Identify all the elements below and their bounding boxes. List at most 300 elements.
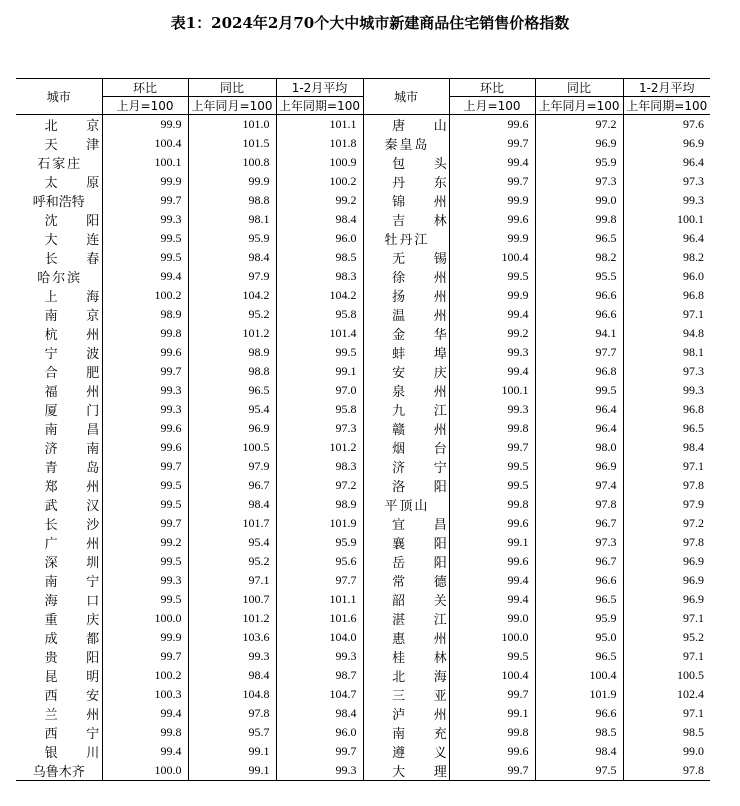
mom-value-right: 100.4 [449, 666, 535, 685]
mom-value-left: 99.3 [102, 210, 188, 229]
mom-base-header-left: 上月=100 [102, 97, 188, 115]
city-name-right: 徐州 [363, 267, 449, 286]
city-column-header-left: 城市 [16, 79, 102, 115]
yoy-value-left: 97.9 [188, 267, 276, 286]
mom-value-right: 99.8 [449, 419, 535, 438]
yoy-value-left: 95.4 [188, 400, 276, 419]
city-name-right: 济宁 [363, 457, 449, 476]
avg-value-right: 97.1 [623, 457, 710, 476]
yoy-value-right: 94.1 [535, 324, 623, 343]
yoy-value-left: 95.7 [188, 723, 276, 742]
avg-value-right: 97.8 [623, 761, 710, 781]
table-row [16, 305, 710, 324]
mom-value-left: 99.4 [102, 704, 188, 723]
yoy-value-left: 98.8 [188, 362, 276, 381]
yoy-base-header-left: 上年同月=100 [188, 97, 276, 115]
city-name-right: 平顶山 [363, 495, 449, 514]
yoy-value-right: 96.7 [535, 552, 623, 571]
mom-value-left: 99.9 [102, 172, 188, 191]
city-name-right: 九江 [363, 400, 449, 419]
yoy-value-left: 101.5 [188, 134, 276, 153]
yoy-group-header-right: 同比 [535, 79, 623, 97]
mom-value-left: 99.5 [102, 552, 188, 571]
mom-value-left: 99.7 [102, 647, 188, 666]
city-name-left: 重庆 [44, 613, 128, 628]
mom-value-left: 98.9 [102, 305, 188, 324]
city-name-right: 金华 [363, 324, 449, 343]
yoy-value-right: 96.7 [535, 514, 623, 533]
avg-value-left: 98.4 [276, 210, 363, 229]
yoy-value-right: 95.0 [535, 628, 623, 647]
mom-value-left: 99.3 [102, 571, 188, 590]
avg-value-right: 97.1 [623, 704, 710, 723]
yoy-value-left: 101.2 [188, 324, 276, 343]
city-name-left: 福州 [44, 385, 128, 400]
yoy-value-right: 95.5 [535, 267, 623, 286]
table-row [16, 400, 710, 419]
mom-value-left: 99.5 [102, 229, 188, 248]
city-name-left: 哈尔滨 [37, 271, 83, 286]
mom-value-right: 99.9 [449, 191, 535, 210]
mom-value-right: 99.4 [449, 571, 535, 590]
mom-value-left: 99.7 [102, 191, 188, 210]
yoy-value-left: 101.7 [188, 514, 276, 533]
avg-value-right: 96.4 [623, 229, 710, 248]
mom-value-right: 99.6 [449, 210, 535, 229]
mom-value-right: 99.1 [449, 704, 535, 723]
mom-value-right: 100.1 [449, 381, 535, 400]
avg-value-left: 101.4 [276, 324, 363, 343]
table-row [16, 172, 710, 191]
city-column-header-right: 城市 [363, 79, 449, 115]
city-name-right: 遵义 [363, 742, 449, 761]
mom-value-right: 99.5 [449, 476, 535, 495]
city-name-right: 大理 [363, 761, 449, 781]
mom-value-left: 100.0 [102, 761, 188, 781]
avg-value-left: 99.7 [276, 742, 363, 761]
avg-value-right: 96.4 [623, 153, 710, 172]
yoy-value-left: 98.4 [188, 495, 276, 514]
table-row [16, 590, 710, 609]
yoy-value-right: 99.0 [535, 191, 623, 210]
yoy-value-right: 97.2 [535, 115, 623, 135]
yoy-value-left: 104.8 [188, 685, 276, 704]
table-row [16, 286, 710, 305]
table-row [16, 609, 710, 628]
yoy-value-right: 97.3 [535, 533, 623, 552]
table-row [16, 324, 710, 343]
yoy-value-left: 99.9 [188, 172, 276, 191]
table-row [16, 514, 710, 533]
avg-value-right: 95.2 [623, 628, 710, 647]
yoy-value-right: 99.5 [535, 381, 623, 400]
avg-value-left: 99.1 [276, 362, 363, 381]
mom-value-right: 99.8 [449, 723, 535, 742]
city-name-left: 南宁 [44, 575, 128, 590]
avg-value-left: 96.0 [276, 723, 363, 742]
city-name-left: 海口 [44, 594, 128, 609]
avg-value-left: 101.2 [276, 438, 363, 457]
yoy-value-right: 96.6 [535, 305, 623, 324]
mom-value-right: 99.6 [449, 742, 535, 761]
mom-value-right: 99.7 [449, 134, 535, 153]
avg-value-right: 96.5 [623, 419, 710, 438]
city-name-right: 牡丹江 [363, 229, 449, 248]
city-name-right: 烟台 [363, 438, 449, 457]
yoy-value-left: 97.1 [188, 571, 276, 590]
city-name-right: 无锡 [363, 248, 449, 267]
city-name-right: 泸州 [363, 704, 449, 723]
avg-value-right: 98.2 [623, 248, 710, 267]
city-name-left: 长沙 [44, 518, 128, 533]
yoy-value-right: 98.5 [535, 723, 623, 742]
avg-value-right: 96.8 [623, 400, 710, 419]
mom-value-right: 99.5 [449, 267, 535, 286]
mom-value-right: 99.6 [449, 115, 535, 135]
table-row [16, 666, 710, 685]
yoy-value-right: 96.6 [535, 704, 623, 723]
yoy-value-left: 97.8 [188, 704, 276, 723]
table-title: 表1：2024年2月70个大中城市新建商品住宅销售价格指数 [170, 14, 570, 32]
avg-base-header-left: 上年同期=100 [276, 97, 363, 115]
mom-value-left: 99.7 [102, 362, 188, 381]
table-row [16, 267, 710, 286]
yoy-value-left: 101.0 [188, 115, 276, 135]
mom-value-left: 99.3 [102, 400, 188, 419]
yoy-value-left: 98.8 [188, 191, 276, 210]
table-body [16, 115, 710, 781]
yoy-value-left: 97.9 [188, 457, 276, 476]
city-name-left: 大连 [44, 233, 128, 248]
city-name-right: 洛阳 [363, 476, 449, 495]
mom-value-left: 99.2 [102, 533, 188, 552]
avg-value-left: 95.8 [276, 400, 363, 419]
city-name-left: 合肥 [44, 366, 128, 381]
mom-value-left: 100.4 [102, 134, 188, 153]
table-row [16, 552, 710, 571]
city-name-left: 厦门 [44, 404, 128, 419]
mom-value-left: 99.4 [102, 742, 188, 761]
city-name-left: 兰州 [44, 708, 128, 723]
mom-value-left: 100.1 [102, 153, 188, 172]
table-row [16, 153, 710, 172]
mom-value-right: 99.8 [449, 495, 535, 514]
yoy-value-right: 96.5 [535, 229, 623, 248]
table-row [16, 704, 710, 723]
table-row [16, 210, 710, 229]
city-name-left: 上海 [44, 290, 128, 305]
city-name-left: 广州 [44, 537, 128, 552]
city-name-left: 南昌 [44, 423, 128, 438]
table-row [16, 115, 710, 135]
avg-value-left: 97.7 [276, 571, 363, 590]
yoy-value-right: 96.8 [535, 362, 623, 381]
mom-value-right: 99.1 [449, 533, 535, 552]
table-row [16, 438, 710, 457]
mom-value-left: 100.3 [102, 685, 188, 704]
avg-value-right: 96.9 [623, 590, 710, 609]
avg-value-left: 100.9 [276, 153, 363, 172]
avg-value-right: 98.1 [623, 343, 710, 362]
avg-value-right: 98.4 [623, 438, 710, 457]
avg-value-left: 98.7 [276, 666, 363, 685]
table-row [16, 248, 710, 267]
yoy-value-right: 95.9 [535, 153, 623, 172]
city-name-left: 天津 [44, 138, 128, 153]
mom-value-left: 100.2 [102, 286, 188, 305]
city-name-right: 泉州 [363, 381, 449, 400]
mom-value-left: 99.9 [102, 628, 188, 647]
yoy-value-right: 98.4 [535, 742, 623, 761]
city-name-left: 昆明 [44, 670, 128, 685]
yoy-value-left: 99.3 [188, 647, 276, 666]
avg-value-left: 98.4 [276, 704, 363, 723]
city-name-right: 三亚 [363, 685, 449, 704]
mom-value-right: 99.3 [449, 400, 535, 419]
yoy-value-left: 101.2 [188, 609, 276, 628]
city-name-right: 温州 [363, 305, 449, 324]
avg-value-left: 100.2 [276, 172, 363, 191]
avg-value-left: 101.9 [276, 514, 363, 533]
avg-value-left: 95.8 [276, 305, 363, 324]
mom-value-right: 99.6 [449, 514, 535, 533]
city-name-left: 石家庄 [37, 157, 83, 172]
avg-value-left: 99.3 [276, 647, 363, 666]
mom-value-left: 100.0 [102, 609, 188, 628]
mom-value-left: 99.9 [102, 115, 188, 135]
city-name-right: 襄阳 [363, 533, 449, 552]
avg-value-right: 96.0 [623, 267, 710, 286]
mom-value-right: 99.2 [449, 324, 535, 343]
city-name-right: 常德 [363, 571, 449, 590]
yoy-value-left: 95.4 [188, 533, 276, 552]
city-name-right: 湛江 [363, 609, 449, 628]
table-row [16, 647, 710, 666]
yoy-value-left: 98.1 [188, 210, 276, 229]
yoy-value-left: 96.9 [188, 419, 276, 438]
table-row [16, 628, 710, 647]
mom-value-right: 99.9 [449, 286, 535, 305]
avg-value-right: 97.3 [623, 362, 710, 381]
city-name-left: 贵阳 [44, 651, 128, 666]
avg-value-left: 104.2 [276, 286, 363, 305]
mom-value-left: 99.6 [102, 419, 188, 438]
mom-value-right: 99.5 [449, 647, 535, 666]
city-name-right: 包头 [363, 153, 449, 172]
yoy-value-right: 95.9 [535, 609, 623, 628]
mom-value-left: 99.6 [102, 438, 188, 457]
mom-value-right: 99.5 [449, 457, 535, 476]
avg-value-right: 96.9 [623, 552, 710, 571]
avg-value-left: 95.9 [276, 533, 363, 552]
city-name-right: 秦皇岛 [363, 134, 449, 153]
avg-value-right: 99.0 [623, 742, 710, 761]
yoy-value-right: 96.4 [535, 400, 623, 419]
mom-value-right: 99.7 [449, 438, 535, 457]
city-name-left: 西安 [44, 689, 128, 704]
city-name-right: 蚌埠 [363, 343, 449, 362]
avg-value-left: 104.0 [276, 628, 363, 647]
city-name-right: 南充 [363, 723, 449, 742]
mom-value-left: 100.2 [102, 666, 188, 685]
city-name-right: 锦州 [363, 191, 449, 210]
mom-value-left: 99.5 [102, 495, 188, 514]
yoy-value-right: 99.8 [535, 210, 623, 229]
mom-group-header-right: 环比 [449, 79, 535, 97]
yoy-value-left: 104.2 [188, 286, 276, 305]
yoy-value-right: 96.5 [535, 590, 623, 609]
avg-base-header-right: 上年同期=100 [623, 97, 710, 115]
yoy-value-left: 98.4 [188, 666, 276, 685]
avg-value-right: 97.8 [623, 476, 710, 495]
table-row [16, 533, 710, 552]
yoy-value-right: 96.6 [535, 571, 623, 590]
yoy-value-right: 96.6 [535, 286, 623, 305]
table-row [16, 761, 710, 781]
city-name-left: 呼和浩特 [32, 195, 85, 210]
table-row [16, 495, 710, 514]
mom-value-right: 99.7 [449, 685, 535, 704]
avg-value-left: 97.0 [276, 381, 363, 400]
table-row [16, 685, 710, 704]
city-name-left: 长春 [44, 252, 128, 267]
yoy-value-left: 100.7 [188, 590, 276, 609]
table-row [16, 134, 710, 153]
yoy-value-left: 95.2 [188, 552, 276, 571]
avg-value-right: 94.8 [623, 324, 710, 343]
mom-group-header-left: 环比 [102, 79, 188, 97]
avg-value-right: 96.9 [623, 134, 710, 153]
avg-value-right: 96.9 [623, 571, 710, 590]
mom-value-left: 99.3 [102, 381, 188, 400]
city-name-left: 乌鲁木齐 [16, 761, 102, 781]
yoy-value-left: 96.5 [188, 381, 276, 400]
city-name-left: 深圳 [44, 556, 128, 571]
mom-base-header-right: 上月=100 [449, 97, 535, 115]
mom-value-right: 99.9 [449, 229, 535, 248]
avg-value-right: 97.1 [623, 647, 710, 666]
yoy-value-right: 98.0 [535, 438, 623, 457]
yoy-value-right: 97.7 [535, 343, 623, 362]
yoy-value-right: 96.9 [535, 134, 623, 153]
mom-value-right: 100.0 [449, 628, 535, 647]
avg-value-right: 97.1 [623, 305, 710, 324]
yoy-value-right: 97.4 [535, 476, 623, 495]
avg-value-left: 101.6 [276, 609, 363, 628]
avg-value-right: 100.1 [623, 210, 710, 229]
mom-value-left: 99.5 [102, 590, 188, 609]
yoy-group-header-left: 同比 [188, 79, 276, 97]
price-index-table [16, 78, 710, 781]
city-name-right: 北海 [363, 666, 449, 685]
city-name-left: 银川 [44, 746, 128, 761]
yoy-value-right: 97.8 [535, 495, 623, 514]
table-row [16, 362, 710, 381]
avg-value-left: 97.3 [276, 419, 363, 438]
city-name-left: 西宁 [44, 727, 128, 742]
table-row [16, 571, 710, 590]
avg-value-right: 97.1 [623, 609, 710, 628]
avg-value-right: 102.4 [623, 685, 710, 704]
yoy-value-right: 97.5 [535, 761, 623, 781]
table-row [16, 723, 710, 742]
yoy-value-left: 95.9 [188, 229, 276, 248]
mom-value-right: 99.6 [449, 552, 535, 571]
avg-value-left: 104.7 [276, 685, 363, 704]
yoy-value-right: 96.5 [535, 647, 623, 666]
mom-value-right: 99.0 [449, 609, 535, 628]
avg-value-right: 97.3 [623, 172, 710, 191]
yoy-value-left: 99.1 [188, 742, 276, 761]
mom-value-right: 99.4 [449, 362, 535, 381]
yoy-value-left: 96.7 [188, 476, 276, 495]
city-name-right: 吉林 [363, 210, 449, 229]
city-name-left: 宁波 [44, 347, 128, 362]
mom-value-right: 100.4 [449, 248, 535, 267]
city-name-left: 杭州 [44, 328, 128, 343]
mom-value-left: 99.8 [102, 723, 188, 742]
yoy-value-left: 98.4 [188, 248, 276, 267]
avg-value-right: 96.8 [623, 286, 710, 305]
mom-value-right: 99.4 [449, 305, 535, 324]
city-name-right: 扬州 [363, 286, 449, 305]
mom-value-left: 99.7 [102, 457, 188, 476]
avg-value-right: 100.5 [623, 666, 710, 685]
avg-value-right: 97.6 [623, 115, 710, 135]
yoy-value-left: 95.2 [188, 305, 276, 324]
table-row [16, 457, 710, 476]
table-row [16, 419, 710, 438]
city-name-right: 岳阳 [363, 552, 449, 571]
city-name-left: 北京 [44, 119, 128, 134]
city-name-left: 成都 [44, 632, 128, 647]
mom-value-right: 99.3 [449, 343, 535, 362]
city-name-left: 济南 [44, 442, 128, 457]
yoy-base-header-right: 上年同月=100 [535, 97, 623, 115]
avg-value-right: 99.3 [623, 191, 710, 210]
mom-value-left: 99.7 [102, 514, 188, 533]
mom-value-left: 99.6 [102, 343, 188, 362]
table-row [16, 742, 710, 761]
avg-value-left: 98.3 [276, 457, 363, 476]
yoy-value-right: 96.4 [535, 419, 623, 438]
mom-value-right: 99.4 [449, 153, 535, 172]
avg-value-right: 97.9 [623, 495, 710, 514]
city-name-right: 唐山 [363, 115, 449, 135]
avg-value-right: 98.5 [623, 723, 710, 742]
avg-value-left: 98.5 [276, 248, 363, 267]
avg-value-left: 97.2 [276, 476, 363, 495]
mom-value-right: 99.7 [449, 172, 535, 191]
table-row [16, 476, 710, 495]
yoy-value-left: 99.1 [188, 761, 276, 781]
city-name-right: 桂林 [363, 647, 449, 666]
mom-value-right: 99.7 [449, 761, 535, 781]
table-row [16, 343, 710, 362]
city-name-left: 沈阳 [44, 214, 128, 229]
city-name-right: 宜昌 [363, 514, 449, 533]
avg-value-left: 98.9 [276, 495, 363, 514]
table-row [16, 229, 710, 248]
avg-value-left: 96.0 [276, 229, 363, 248]
avg-group-header-left: 1-2月平均 [276, 79, 363, 97]
yoy-value-left: 98.9 [188, 343, 276, 362]
avg-value-right: 99.3 [623, 381, 710, 400]
yoy-value-right: 100.4 [535, 666, 623, 685]
table-row [16, 381, 710, 400]
avg-group-header-right: 1-2月平均 [623, 79, 710, 97]
city-name-left: 青岛 [44, 461, 128, 476]
